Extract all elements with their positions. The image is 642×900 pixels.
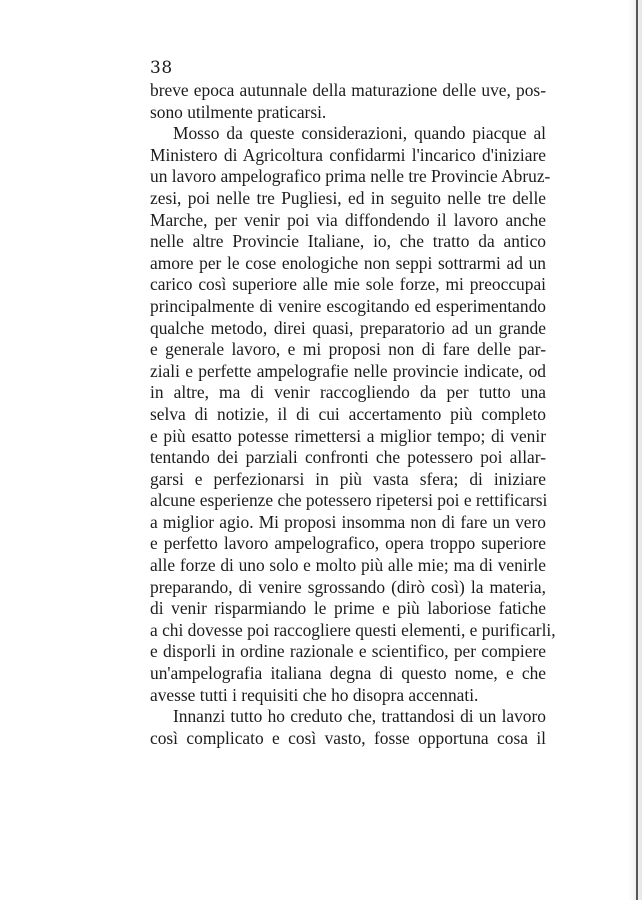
text-line: selva di notizie, il di cui accertamento più completo xyxy=(150,403,546,424)
text-line: principalmente di venire escogitando ed esperimentando xyxy=(150,295,546,316)
page-edge-line xyxy=(636,0,638,900)
text-line: avesse tutti i requisiti che ho disopra accennati. xyxy=(150,684,479,705)
text-line: zesi, poi nelle tre Pugliesi, ed in seguito nelle tre delle xyxy=(150,187,546,208)
text-line: e più esatto potesse rimettersi a miglior tempo; di venir xyxy=(150,425,546,446)
text-line: un'ampelografia italiana degna di questo nome, e che xyxy=(150,663,546,684)
text-line: garsi e perfezionarsi in più vasta sfera; di iniziare xyxy=(150,468,546,489)
text-line: in altre, ma di venir raccogliendo da per tutto una xyxy=(150,382,546,403)
text-line: Mosso da queste considerazioni, quando piacque al xyxy=(173,123,546,144)
text-line: e perfetto lavoro ampelografico, opera troppo superiore xyxy=(150,533,546,554)
text-line: alcune esperienze che potessero ripetersi poi e rettificarsi xyxy=(150,490,548,511)
text-line: a chi dovesse poi raccogliere questi elementi, e purificarli, xyxy=(150,619,556,640)
text-line: tentando dei parziali confronti che potessero poi allar- xyxy=(150,447,546,468)
page-edge-shadow xyxy=(628,0,642,900)
text-line: Marche, per venir poi via diffondendo il lavoro anche xyxy=(150,209,546,230)
text-line: e disporli in ordine razionale e scientifico, per compiere xyxy=(150,641,546,662)
text-line: carico così superiore alle mie sole forze, mi preoccupai xyxy=(150,274,546,295)
text-line: a miglior agio. Mi proposi insomma non di fare un vero xyxy=(150,511,546,532)
text-line: così complicato e così vasto, fosse opportuna cosa il xyxy=(150,727,546,748)
text-line: amore per le cose enologiche non seppi sottrarmi ad un xyxy=(150,252,546,273)
text-line: breve epoca autunnale della maturazione delle uve, pos- xyxy=(150,80,546,100)
body-text xyxy=(150,80,556,749)
text-line: nelle altre Provincie Italiane, io, che tratto da antico xyxy=(150,231,546,252)
text-line: di venir risparmiando le prime e più laboriose fatiche xyxy=(150,598,546,619)
text-line: preparando, di venire sgrossando (dirò così) la materia, xyxy=(150,576,546,597)
page-number: 38 xyxy=(150,58,173,78)
text-line: Ministero di Agricoltura confidarmi l'incarico d'iniziare xyxy=(150,144,546,165)
text-line: alle forze di uno solo e molto più alle mie; ma di venirle xyxy=(150,555,546,576)
text-line: Innanzi tutto ho creduto che, trattandosi di un lavoro xyxy=(173,706,546,727)
text-line: un lavoro ampelografico prima nelle tre Provincie Abruz- xyxy=(150,166,551,187)
text-line: sono utilmente praticarsi. xyxy=(150,101,327,122)
text-line: e generale lavoro, e mi proposi non di fare delle par- xyxy=(150,339,546,360)
text-line: qualche metodo, direi quasi, preparatorio ad un grande xyxy=(150,317,546,338)
text-line: ziali e perfette ampelografie nelle provincie indicate, od xyxy=(150,360,546,381)
